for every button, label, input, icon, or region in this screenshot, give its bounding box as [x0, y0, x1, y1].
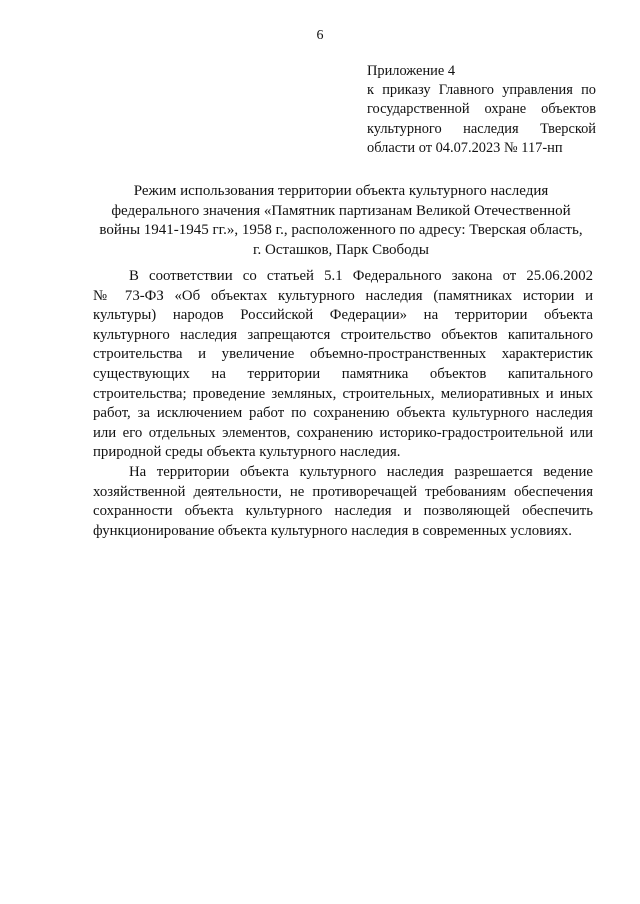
page-number: 6	[316, 28, 324, 43]
paragraph-line: строительства; проведение земляных, строительных, мелиоративных и иных	[93, 385, 593, 402]
paragraph	[93, 267, 593, 463]
title-line: федерального значения «Памятник партизанам Великой Отечественной	[111, 202, 571, 219]
appendix-line: области от 04.07.2023 № 117-нп	[367, 139, 563, 156]
appendix-line: государственной охране объектов	[367, 101, 596, 118]
paragraph-line: культуры) народов Российской Федерации» на территории объекта	[93, 307, 593, 324]
paragraph-line: работ, за исключением работ по сохранению объекта культурного наследия	[93, 405, 593, 422]
paragraph-line: природной среды объекта культурного наследия.	[93, 444, 401, 461]
title-line: Режим использования территории объекта культурного наследия	[133, 183, 549, 199]
paragraph-line: или его отдельных элементов, сохранению историко-градостроительной или	[93, 424, 593, 441]
paragraph-line: На территории объекта культурного наследия разрешается ведение	[129, 463, 593, 480]
title-line: войны 1941-1945 гг.», 1958 г., расположенного по адресу: Тверская область,	[99, 222, 583, 238]
appendix-title: Приложение 4	[367, 63, 456, 79]
paragraph-line: существующих на территории памятника объектов капитального	[93, 365, 593, 382]
paragraph-line: В соответствии со статьей 5.1 Федерального закона от 25.06.2002	[129, 268, 593, 284]
paragraph-line: строительства и увеличение объемно-пространственных характеристик	[93, 346, 593, 363]
paragraph-line: сохранности объекта культурного наследия и позволяющей обеспечить	[93, 503, 593, 520]
paragraph-line: № 73-ФЗ «Об объектах культурного наследия (памятниках истории и	[93, 287, 593, 304]
title-line: г. Осташков, Парк Свободы	[253, 241, 429, 258]
paragraph	[93, 463, 593, 541]
paragraph-line: культурного наследия запрещаются строительство объектов капитального	[93, 326, 593, 343]
paragraph-line: функционирование объекта культурного наследия в современных условиях.	[93, 522, 572, 539]
appendix-line: культурного наследия Тверской	[367, 120, 596, 137]
appendix-line: к приказу Главного управления по	[367, 82, 596, 99]
paragraph-line: хозяйственной деятельности, не противоречащей требованиям обеспечения	[93, 483, 593, 500]
appendix-block	[367, 62, 596, 158]
document-title	[90, 182, 592, 260]
document-body	[93, 267, 593, 541]
